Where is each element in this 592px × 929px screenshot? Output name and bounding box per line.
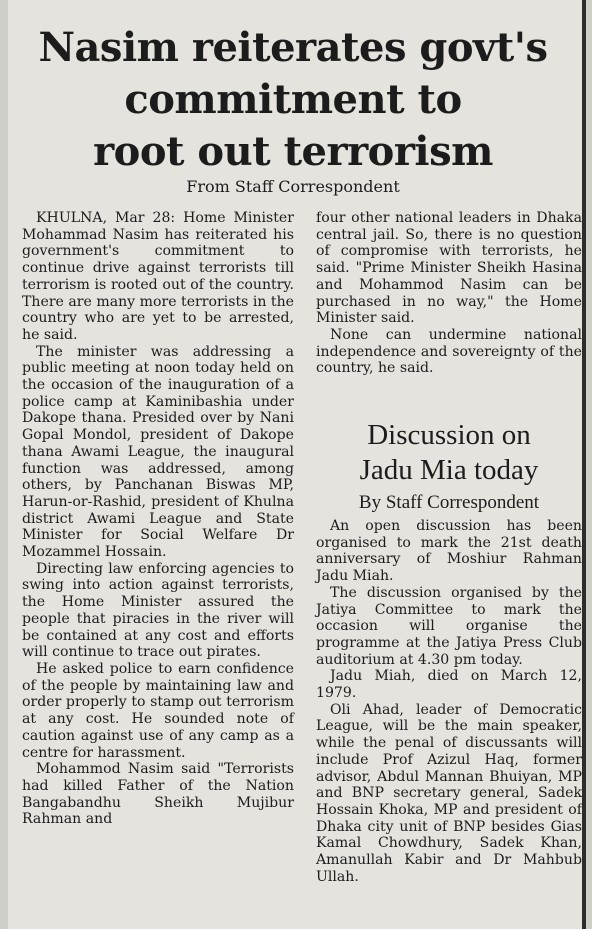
article-paragraph: An open discussion has been organised to mark the 21st death anniversary of Moshiur Rahman Jadu Miah. [316,518,582,585]
article-column-left [22,210,294,828]
article-paragraph: None can undermine national independence and sovereignty of the country, he said. [316,326,582,377]
article-byline: From Staff Correspondent [186,177,400,196]
article-column-right-bottom [316,518,582,885]
article-paragraph: four other national leaders in Dhaka central jail. So, there is no question of compromise with terrorists, he said. "Prime Minister Sheikh Hasina and Mohammod Nasim can be purchased in no way," the Home Minister said. [316,210,582,327]
article-paragraph: Jadu Miah, died on March 12, 1979. [316,668,582,702]
article-column-right-top [316,210,582,377]
clipping-edge [582,0,586,929]
secondary-headline-line-2: Jadu Mia today [359,454,539,486]
article-paragraph: Oli Ahad, leader of Democratic League, will be the main speaker, while the penal of discussants will include Prof Azizul Haq, former advisor, Abdul Mannan Bhuiyan, MP and BNP secretary general, Sadek Hossain Khoka, MP and president of Dhaka city unit of BNP besides Gias Kamal Chowdhury, Sadek Khan, Amanullah Kabir and Dr Mahbub Ullah. [316,701,582,885]
secondary-headline-line-1: Discussion on [367,419,531,451]
article-paragraph: Mohammod Nasim said "Terrorists had killed Father of the Nation Bangabandhu Sheikh Mujibur Rahman and [22,761,294,828]
article-paragraph: Directing law enforcing agencies to swing into action against terrorists, the Home Minister assured the people that piracies in the river will be contained at any cost and efforts will continue to trace out pirates. [22,560,294,661]
main-headline [10,22,576,178]
secondary-byline: By Staff Correspondent [358,492,540,513]
article-paragraph: KHULNA, Mar 28: Home Minister Mohammad Nasim has reiterated his government's commitment to continue drive against terrorists till terrorism is rooted out of the country. There are many more terrorists in the country who are yet to be arrested, he said. [22,210,294,343]
secondary-headline [316,418,582,488]
headline-line-2: commitment to [124,76,462,123]
article-paragraph: The discussion organised by the Jatiya Committee to mark the occasion will organise the programme at the Jatiya Press Club auditorium at 4.30 pm today. [316,584,582,668]
headline-line-3: root out terrorism [93,128,493,175]
article-paragraph: He asked police to earn confidence of the people by maintaining law and order properly to stamp out terrorism at any cost. He sounded note of caution against use of any camp as a centre for harassment. [22,660,294,761]
headline-line-1: Nasim reiterates govt's [38,24,548,71]
article-paragraph: The minister was addressing a public meeting at noon today held on the occasion of the inauguration of a police camp at Kaminibashia under Dakope thana. Presided over by Nani Gopal Mondol, president of Dakope thana Awami League, the inaugural function was addressed, among others, by Panchanan Biswas MP, Harun-or-Rashid, president of Khulna district Awami League and State Minister for Social Welfare Dr Mozammel Hossain. [22,343,294,561]
